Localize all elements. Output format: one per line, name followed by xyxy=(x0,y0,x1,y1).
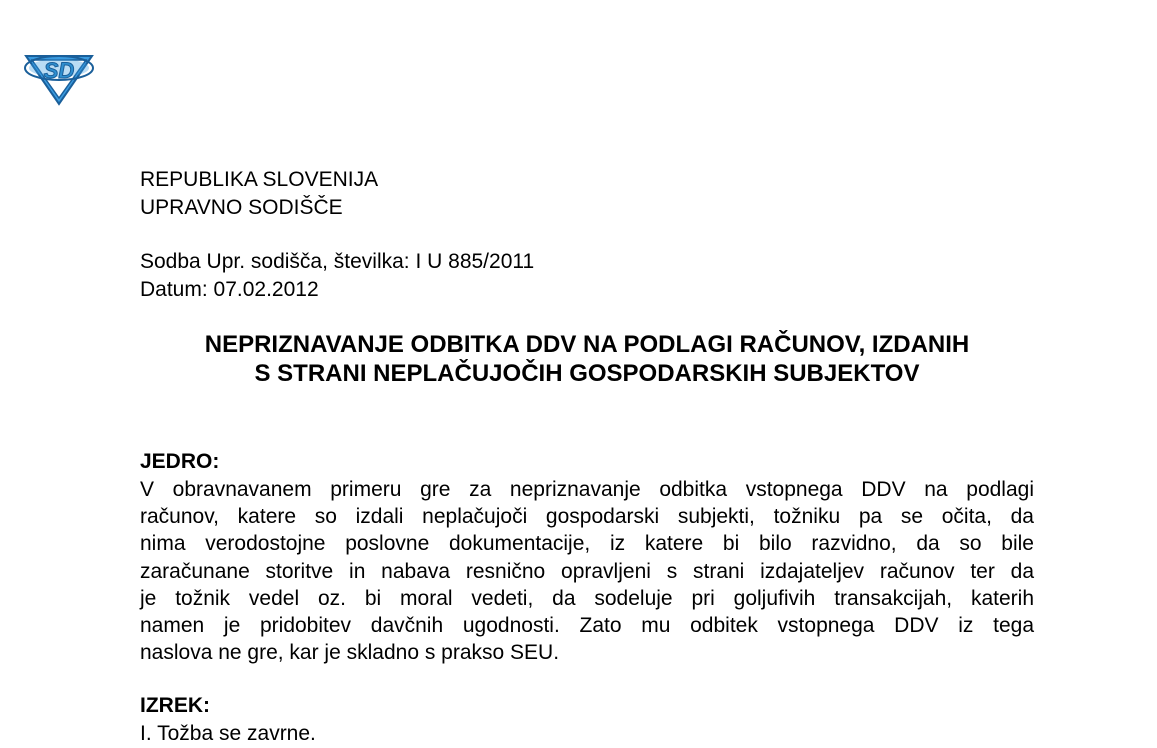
jedro-line: naslova ne gre, kar je skladno s prakso SEU. xyxy=(140,641,560,665)
sd-shield-icon xyxy=(22,46,96,106)
jedro-paragraph xyxy=(140,476,1034,666)
court-name: UPRAVNO SODIŠČE xyxy=(140,196,343,219)
title-line-1: NEPRIZNAVANJE ODBITKA DDV NA PODLAGI RAČUNOV, IZDANIH xyxy=(204,331,970,358)
izrek-item-1: I. Tožba se zavrne. xyxy=(140,722,316,745)
country-name: REPUBLIKA SLOVENIJA xyxy=(140,168,379,191)
jedro-line: je tožnik vedel oz. bi moral vedeti, da sodeluje pri goljufivih transakcijah, katerih xyxy=(140,586,1034,610)
court-header xyxy=(140,166,378,222)
document-title xyxy=(140,330,1034,388)
jedro-line: namen je pridobitev davčnih ugodnosti. Zato mu odbitek vstopnega DDV iz tega xyxy=(140,614,1034,638)
case-reference xyxy=(140,248,534,304)
jedro-line: računov, katere so izdali neplačujoči gospodarski subjekti, tožniku pa se očita, da xyxy=(140,505,1034,529)
jedro-line: V obravnavanem primeru gre za nepriznavanje odbitka vstopnega DDV na podlagi xyxy=(140,478,1034,501)
court-logo xyxy=(22,46,96,106)
title-line-2: S STRANI NEPLAČUJOČIH GOSPODARSKIH SUBJEKTOV xyxy=(254,360,920,387)
case-number: Sodba Upr. sodišča, številka: I U 885/2011 xyxy=(140,250,535,273)
decision-date: Datum: 07.02.2012 xyxy=(140,278,319,301)
jedro-line: nima verodostojne poslovne dokumentacije, iz katere bi bilo razvidno, da so bile xyxy=(140,532,1034,556)
izrek-heading: IZREK: xyxy=(140,694,210,717)
logo-letters: SD xyxy=(43,58,75,83)
jedro-line: zaračunane storitve in nabava resnično opravljeni s strani izdajateljev računov ter da xyxy=(140,559,1034,583)
jedro-heading: JEDRO: xyxy=(140,450,220,473)
